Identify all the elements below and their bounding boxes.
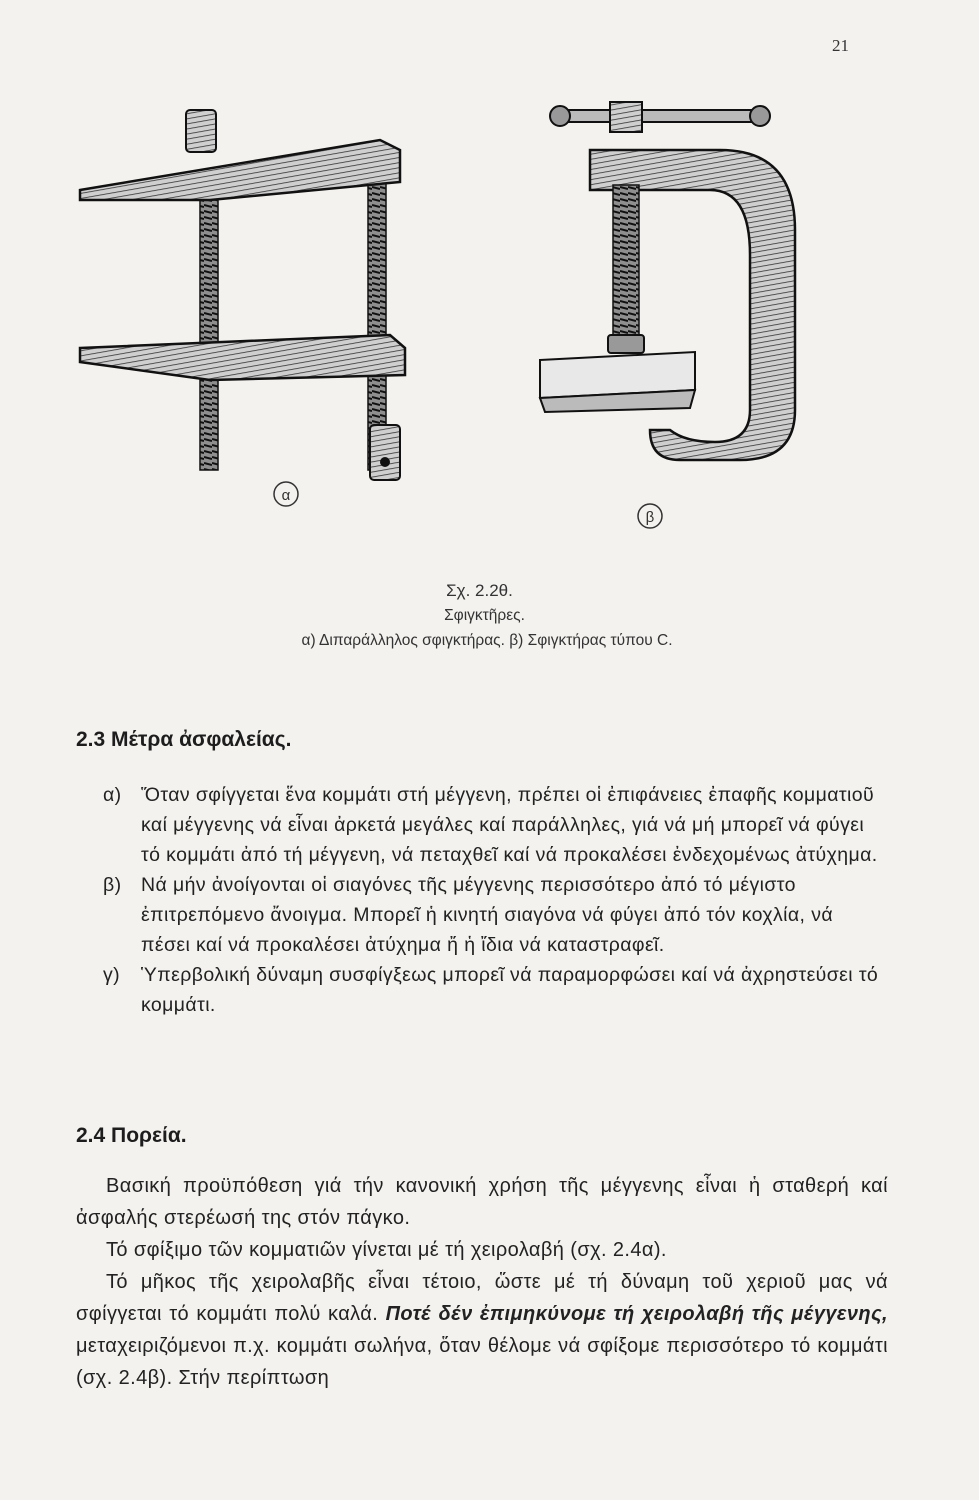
figure-caption <box>0 578 979 653</box>
list-item <box>95 960 885 1020</box>
emphasized-warning: Ποτέ δέν ἐπιμηκύνομε τή χειρολαβή τῆς μέγγενης, <box>385 1303 888 1325</box>
parallel-clamp <box>80 110 405 480</box>
section-heading-2-4: 2.4 Πορεία. <box>76 1124 187 1147</box>
paragraph: Βασική προϋπόθεση γιά τήν κανονική χρήση τῆς μέγγενης εἶναι ἡ σταθερή καί ἀσφαλής στερέωσή της στόν πάγκο. <box>76 1175 888 1229</box>
safety-list <box>95 780 885 1020</box>
list-marker: α) <box>103 784 122 806</box>
clamps-figure <box>60 90 860 550</box>
section-heading-2-3: 2.3 Μέτρα ἀσφαλείας. <box>76 728 292 751</box>
list-marker: γ) <box>103 964 121 986</box>
caption-description: α) Διπαράλληλος σφιγκτήρας. β) Σφιγκτήρας τύπου C. <box>301 632 673 649</box>
caption-title: Σφιγκτῆρες. <box>444 607 525 624</box>
paragraph-text: Τό μῆκος τῆς χειρολαβῆς εἶναι τέτοιο, ὥστε μέ τή δύναμη τοῦ χεριοῦ μας νά σφίγγεται τό κομμάτι πολύ καλά. <box>76 1271 888 1325</box>
list-item-text: Ὑπερβολική δύναμη συσφίγξεως μπορεῖ νά παραμορφώσει καί νά ἀχρηστεύσει τό κομμάτι. <box>141 964 879 1016</box>
paragraph-text: μεταχειριζόμενοι π.χ. κομμάτι σωλήνα, ὅταν θέλομε νά σφίξομε περισσότερο τό κομμάτι (σχ. 2.4β). Στήν περίπτωση <box>76 1335 888 1389</box>
list-item-text: Ὅταν σφίγγεται ἕνα κομμάτι στή μέγγενη, πρέπει οἱ ἐπιφάνειες ἐπαφῆς κομματιοῦ καί μέγγενης νά εἶναι ἀρκετά μεγάλες καί παράλληλες, γιά νά μή μπορεῖ νά φύγει τό κομμάτι ἀπό τή μέγγενη, νά πεταχθεῖ καί νά προκαλέσει ἐνδεχομένως ἀτύχημα. <box>141 784 878 866</box>
list-item <box>95 870 885 960</box>
list-item <box>95 780 885 870</box>
clamps-illustration <box>60 90 860 550</box>
paragraph <box>76 1266 888 1394</box>
page-number: 21 <box>832 36 849 55</box>
caption-number: Σχ. 2.2θ. <box>446 581 513 600</box>
procedure-text <box>76 1170 888 1394</box>
figure-label-b: β <box>645 509 655 526</box>
paragraph: Τό σφίξιμο τῶν κομματιῶν γίνεται μέ τή χειρολαβή (σχ. 2.4α). <box>106 1239 667 1261</box>
c-clamp <box>540 102 795 460</box>
figure-label-a: α <box>281 487 291 504</box>
list-marker: β) <box>103 874 122 896</box>
list-item-text: Νά μήν ἀνοίγονται οἱ σιαγόνες τῆς μέγγενης περισσότερο ἀπό τό μέγιστο ἐπιτρεπόμενο ἄνοιγμα. Μπορεῖ ἡ κινητή σιαγόνα νά φύγει ἀπό τόν κοχλία, νά πέσει καί νά προκαλέσει ἀτύχημα ἤ ἡ ἴδια νά καταστραφεῖ. <box>141 874 834 956</box>
